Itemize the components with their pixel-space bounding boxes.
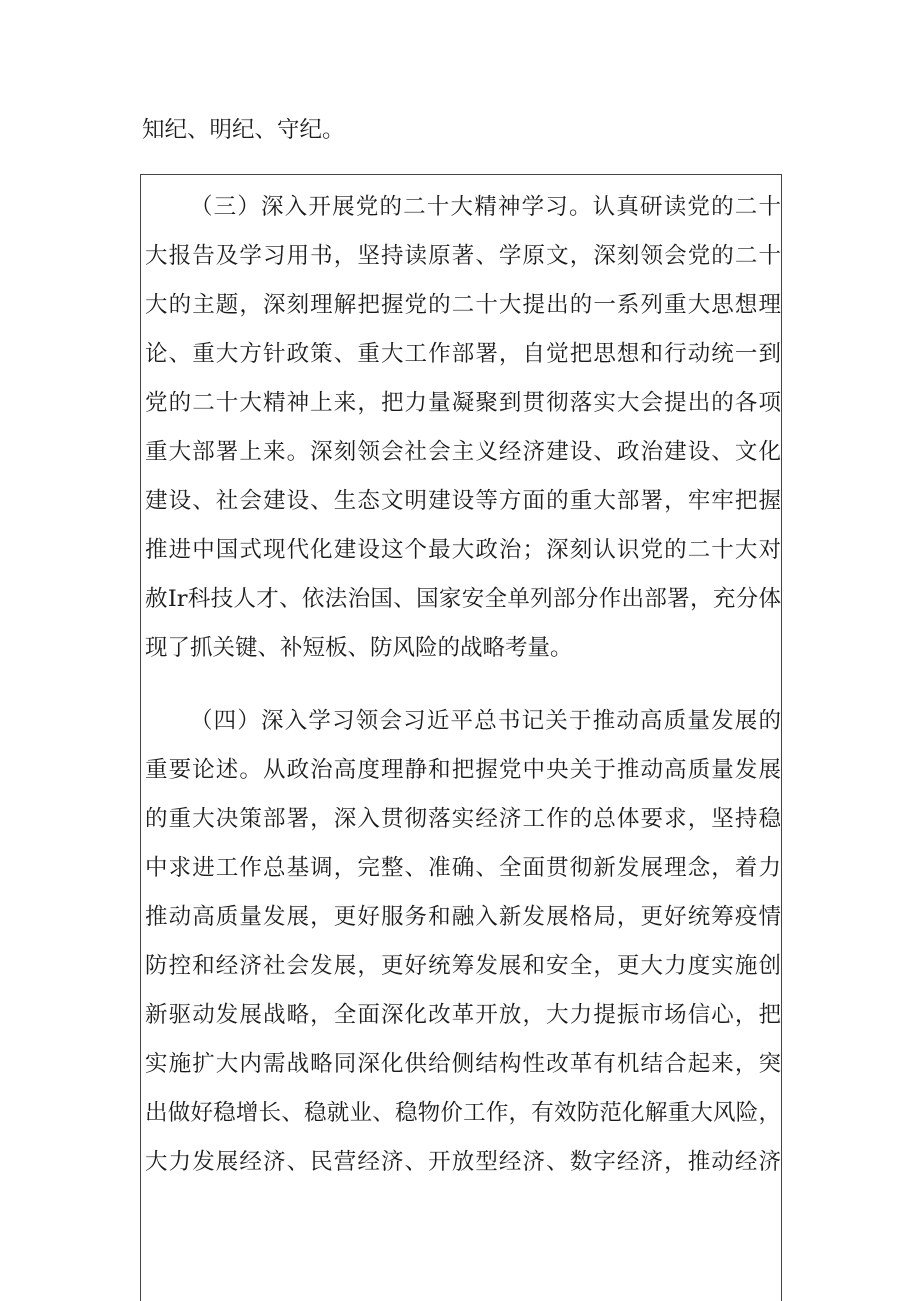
section4-line: 中求进工作总基调，完整、准确、全面贯彻新发展理念，着力 bbox=[145, 855, 781, 881]
section4-line: 新驱动发展战略，全面深化改革开放，大力提振市场信心，把 bbox=[145, 1002, 781, 1028]
section4-line: 防控和经济社会发展，更好统筹发展和安全，更大力度实施创 bbox=[145, 953, 781, 979]
section4-line: 出做好稳增长、稳就业、稳物价工作，有效防范化解重大风险， bbox=[145, 1100, 781, 1126]
section3-line: 推进中国式现代化建设这个最大政治；深刻认识党的二十大对 bbox=[145, 537, 781, 563]
content-box bbox=[140, 174, 782, 1301]
section3-line: 大的主题，深刻理解把握党的二十大提出的一系列重大思想理 bbox=[145, 292, 781, 318]
section3-line: 重大部署上来。深刻领会社会主义经济建设、政治建设、文化 bbox=[145, 439, 781, 465]
top-text-line: 知纪、明纪、守纪。 bbox=[142, 117, 345, 143]
section3-line: 建设、社会建设、生态文明建设等方面的重大部署，牢牢把握 bbox=[145, 488, 781, 514]
section3-line: 赦Ir科技人才、依法治国、国家安全单列部分作出部署，充分体 bbox=[145, 586, 781, 612]
section4-line: 实施扩大内需战略同深化供给侧结构性改革有机结合起来，突 bbox=[145, 1051, 781, 1077]
section3-line: （三）深入开展党的二十大精神学习。认真研读党的二十 bbox=[190, 194, 781, 220]
section4-line: 重要论述。从政治高度理静和把握党中央关于推动高质量发展 bbox=[145, 757, 781, 783]
section3-line: 论、重大方针政策、重大工作部署，自觉把思想和行动统一到 bbox=[145, 341, 781, 367]
section4-line: 的重大决策部署，深入贯彻落实经济工作的总体要求，坚持稳 bbox=[145, 806, 781, 832]
section3-line: 党的二十大精神上来，把力量凝聚到贯彻落实大会提出的各项 bbox=[145, 390, 781, 416]
section4-line: 推动高质量发展，更好服务和融入新发展格局，更好统筹疫情 bbox=[145, 904, 781, 930]
section4-line: 大力发展经济、民营经济、开放型经济、数字经济，推动经济 bbox=[145, 1149, 781, 1175]
section4-line: （四）深入学习领会习近平总书记关于推动高质量发展的 bbox=[190, 708, 781, 734]
section3-line: 现了抓关键、补短板、防风险的战略考量。 bbox=[145, 635, 573, 661]
section3-line: 大报告及学习用书，坚持读原著、学原文，深刻领会党的二十 bbox=[145, 243, 781, 269]
